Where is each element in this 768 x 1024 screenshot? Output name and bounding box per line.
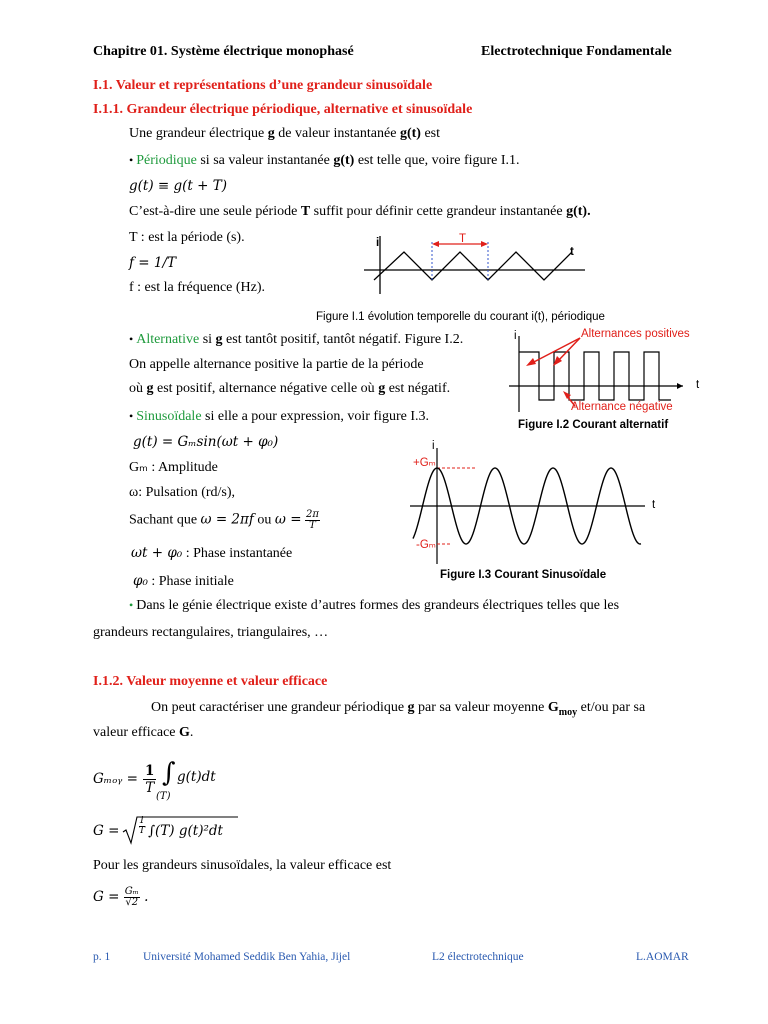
figure-1-triangle-wave [360,230,620,300]
subsection-2-title: I.1.2. Valeur moyenne et valeur efficace [93,674,328,689]
footer-level: L2 électrotechnique [432,951,524,963]
figure-3-positive-label: +Gₘ [413,457,436,469]
equation-moy-lhs: Gₘₒᵧ = [93,771,138,787]
amplitude-definition: Gₘ : Amplitude [129,460,218,475]
figure-1-caption: Figure I.1 évolution temporelle du courant i(t), périodique [316,311,605,323]
equation-moy-integrand: g(t)dt [177,769,216,785]
figure-3-negative-label: -Gₘ [416,539,436,551]
period-definition: T : est la période (s). [129,230,245,245]
header-left: Chapitre 01. Système électrique monophasé [93,44,354,59]
equation-moy-fraction: 1 T [145,763,155,796]
figure-1-y-label: i [376,237,380,249]
alternance-line-2: où g est positif, alternance négative celle où g est négatif. [129,381,451,396]
phase-initiale-line: φ₀ : Phase initiale [133,573,234,589]
equation-frequency: f = 1/T [129,255,177,271]
sinusoidale-line: • Sinusoïdale si elle a pour expression, voir figure I.3. [129,409,429,424]
alternative-line: • Alternative si g est tantôt positif, tantôt négatif. Figure I.2. [129,332,464,347]
other-forms-line-1: • Dans le génie électrique existe d’autres formes des grandeurs électriques telles que les [129,598,620,613]
phase-instantanee-line: ωt + φ₀ : Phase instantanée [131,545,293,561]
equation-periodic: g(t) ≡ g(t + T) [129,178,227,194]
figure-3-y-label: i [432,440,435,452]
alternance-line-1: On appelle alternance positive la partie de la période [129,357,424,372]
section-title: I.1. Valeur et représentations d’une grandeur sinusoïdale [93,78,433,93]
intro-line: Une grandeur électrique g de valeur instantanée g(t) est [129,126,440,141]
subsection-1-title: I.1.1. Grandeur électrique périodique, alternative et sinusoïdale [93,102,473,117]
omega-definition: ω: Pulsation (rd/s), [129,485,236,500]
footer-author: L.AOMAR [636,951,689,963]
efficace-line: valeur efficace G. [93,725,194,740]
figure-1-x-label: t [570,246,574,258]
equation-sinus-eff: G = $\frac{\text{Gₘ}}{√2}$ . [93,886,149,908]
figure-2-y-label: i [514,330,517,342]
footer-page: p. 1 [93,951,111,963]
equation-eff-lhs: G = [93,823,120,839]
integral-sign-moy: ∫ [162,758,176,788]
header-right: Electrotechnique Fondamentale [481,44,672,59]
figure-2-negative-label: Alternance négative [571,401,673,413]
other-forms-line-2: grandeurs rectangulaires, triangulaires, … [93,625,329,640]
sachant-line: Sachant que ω = 2πf ou ω = $\frac{2\pi}{T}$ [129,509,319,531]
figure-3-x-label: t [652,499,656,511]
equation-eff-fraction: 1 T [139,816,146,836]
frequency-definition: f : est la fréquence (Hz). [129,280,266,295]
figure-2-positive-label: Alternances positives [581,328,690,340]
equation-moy-limits: (T) [156,791,171,802]
figure-3-sine-wave [405,440,675,570]
cest-line: C’est-à-dire une seule période T suffit pour définir cette grandeur instantanée g(t). [129,204,591,219]
figure-2-x-label: t [696,379,700,391]
sinus-efficace-line: Pour les grandeurs sinusoïdales, la valeur efficace est [93,858,392,873]
figure-3-caption: Figure I.3 Courant Sinusoïdale [440,569,607,581]
figure-2-caption: Figure I.2 Courant alternatif [518,419,669,431]
equation-eff-body: ∫(T) g(t)²dt [148,823,223,839]
footer-university: Université Mohamed Seddik Ben Yahia, Jijel [143,951,351,963]
figure-1-period-label: T [459,233,467,245]
periodique-line: • Périodique si sa valeur instantanée g(t) est telle que, voire figure I.1. [129,153,520,168]
moyenne-line: On peut caractériser une grandeur périodique g par sa valeur moyenne $G_{moy}$ et/ou par sa [151,700,646,718]
equation-sinus: g(t) = Gₘsin(ωt + φ₀) [133,434,279,450]
